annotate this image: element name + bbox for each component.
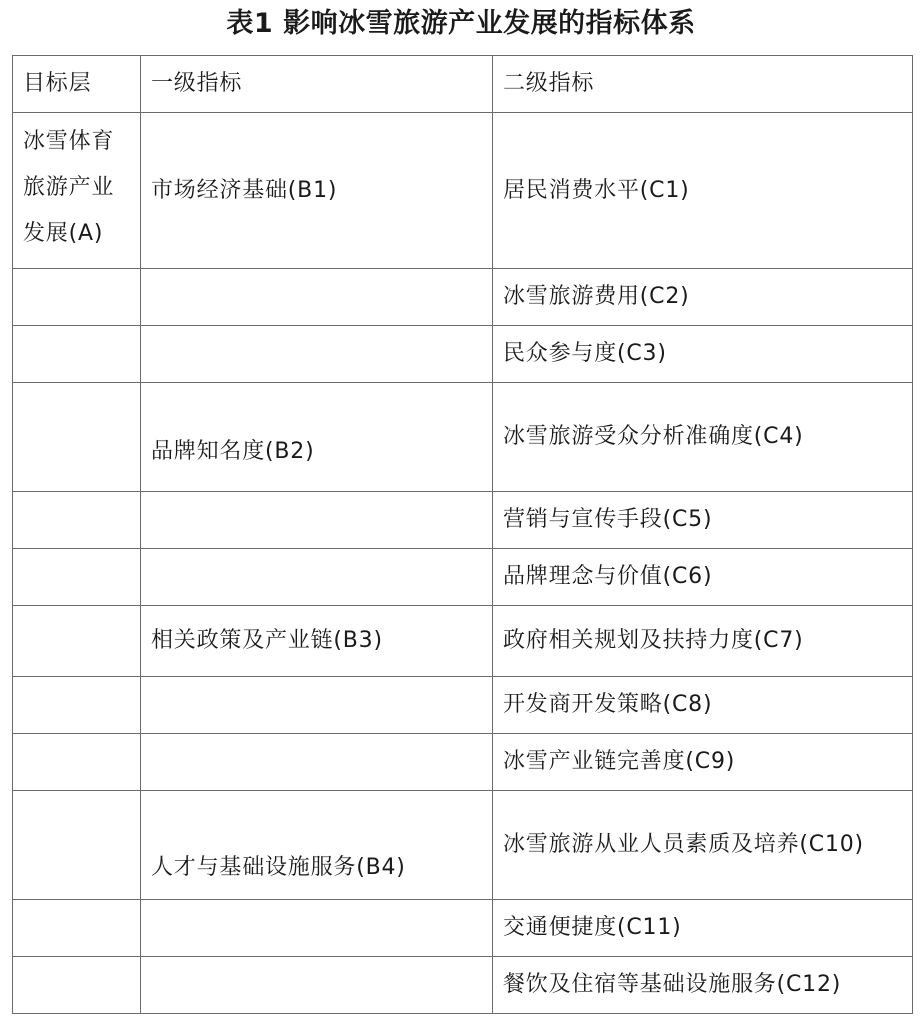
second-level-c5: 营销与宣传手段(C5) <box>493 492 913 549</box>
table-row <box>13 269 913 326</box>
empty-cell <box>13 383 141 492</box>
empty-cell <box>13 492 141 549</box>
second-level-c11: 交通便捷度(C11) <box>493 900 913 957</box>
table-row <box>13 791 913 900</box>
second-level-c9: 冰雪产业链完善度(C9) <box>493 734 913 791</box>
first-level-b2: 品牌知名度(B2) <box>141 383 493 492</box>
header-first-level: 一级指标 <box>141 56 493 113</box>
table-row <box>13 677 913 734</box>
table-row <box>13 606 913 677</box>
empty-cell <box>141 269 493 326</box>
empty-cell <box>13 606 141 677</box>
second-level-c1: 居民消费水平(C1) <box>493 113 913 269</box>
table-row <box>13 492 913 549</box>
table-row <box>13 734 913 791</box>
empty-cell <box>141 492 493 549</box>
empty-cell <box>13 549 141 606</box>
empty-cell <box>13 957 141 1014</box>
empty-cell <box>13 900 141 957</box>
second-level-c6: 品牌理念与价值(C6) <box>493 549 913 606</box>
second-level-c8: 开发商开发策略(C8) <box>493 677 913 734</box>
table-row <box>13 900 913 957</box>
empty-cell <box>13 677 141 734</box>
indicator-table <box>12 55 913 1014</box>
second-level-c7: 政府相关规划及扶持力度(C7) <box>493 606 913 677</box>
empty-cell <box>141 734 493 791</box>
empty-cell <box>13 791 141 900</box>
first-level-b1: 市场经济基础(B1) <box>141 113 493 269</box>
empty-cell <box>141 326 493 383</box>
table-row <box>13 326 913 383</box>
empty-cell <box>141 957 493 1014</box>
empty-cell <box>13 326 141 383</box>
table-row <box>13 113 913 269</box>
second-level-c12: 餐饮及住宿等基础设施服务(C12) <box>493 957 913 1014</box>
second-level-c3: 民众参与度(C3) <box>493 326 913 383</box>
table-row <box>13 549 913 606</box>
second-level-c10: 冰雪旅游从业人员素质及培养(C10) <box>493 791 913 900</box>
header-target-layer: 目标层 <box>13 56 141 113</box>
empty-cell <box>141 900 493 957</box>
table-caption: 表1 影响冰雪旅游产业发展的指标体系 <box>226 8 696 39</box>
first-level-b3: 相关政策及产业链(B3) <box>141 606 493 677</box>
second-level-c2: 冰雪旅游费用(C2) <box>493 269 913 326</box>
table-row <box>13 383 913 492</box>
table-row <box>13 957 913 1014</box>
empty-cell <box>141 677 493 734</box>
header-second-level: 二级指标 <box>493 56 913 113</box>
empty-cell <box>141 549 493 606</box>
second-level-c4: 冰雪旅游受众分析准确度(C4) <box>493 383 913 492</box>
first-level-b4: 人才与基础设施服务(B4) <box>141 791 493 900</box>
header-row <box>13 56 913 113</box>
empty-cell <box>13 269 141 326</box>
target-cell: 冰雪体育旅游产业发展(A) <box>13 113 141 269</box>
empty-cell <box>13 734 141 791</box>
